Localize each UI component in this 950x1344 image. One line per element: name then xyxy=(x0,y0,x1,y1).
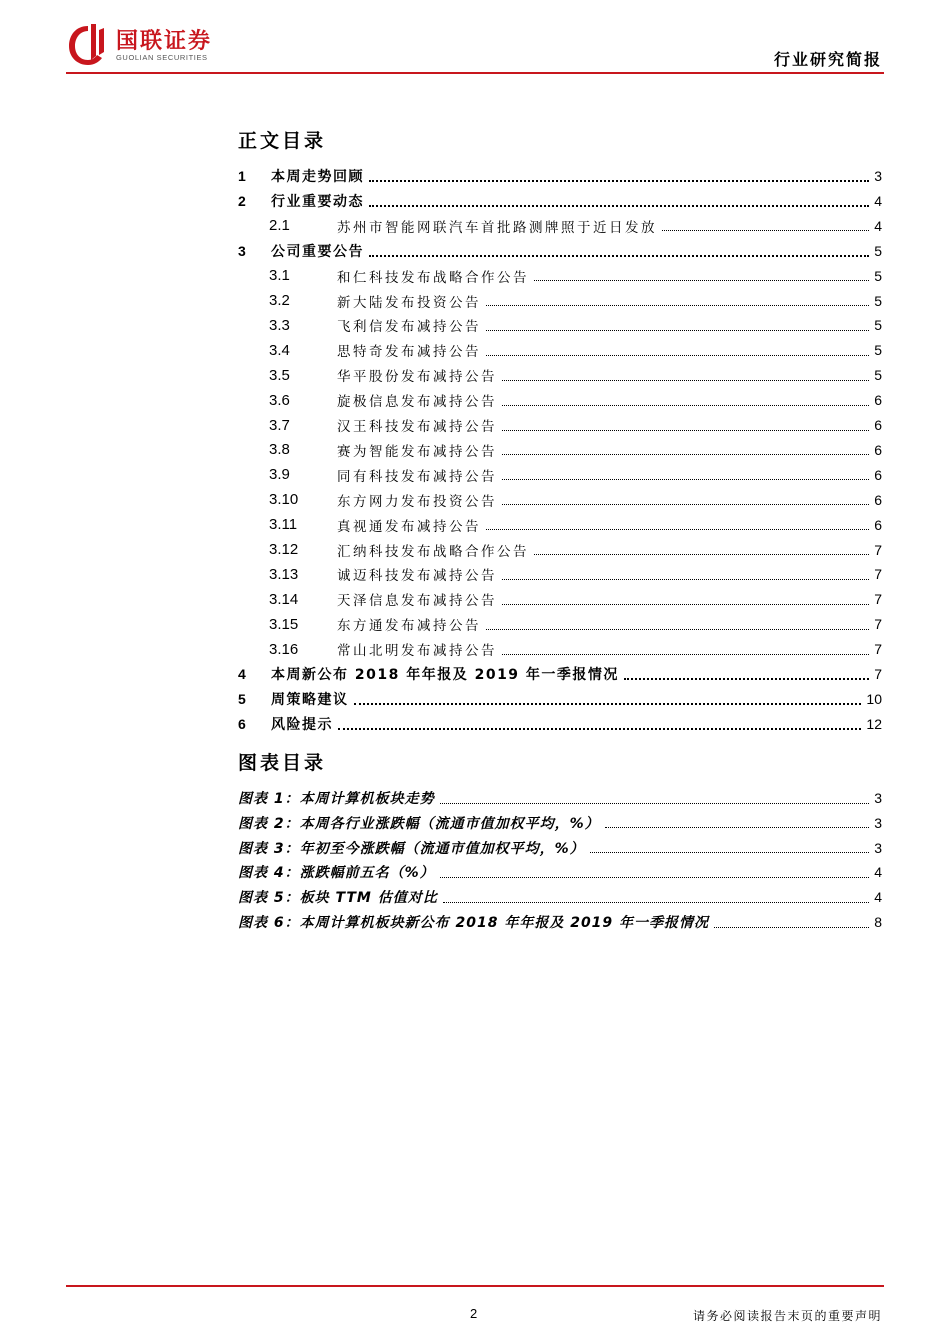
figure-leader-dots xyxy=(440,803,870,804)
toc-entry-page: 12 xyxy=(866,715,882,732)
toc-leader-dots xyxy=(486,355,869,356)
toc-entry[interactable] xyxy=(238,239,882,263)
toc-entry-number: 3 xyxy=(238,242,246,259)
toc-entry-title: 赛为智能发布减持公告 xyxy=(337,443,497,460)
toc-entry[interactable] xyxy=(238,413,882,437)
toc-entry-title: 汇纳科技发布战略合作公告 xyxy=(337,543,529,560)
toc-entry-title: 汉王科技发布减持公告 xyxy=(337,419,497,435)
toc-entry-number: 1 xyxy=(238,168,246,184)
toc-entry-title: 天泽信息发布减持公告 xyxy=(337,593,497,610)
toc-entry-page: 7 xyxy=(874,666,882,682)
toc-entry-number: 2.1 xyxy=(269,217,290,235)
toc-entry-title: 本周新公布 2018 年年报及 2019 年一季报情况 xyxy=(271,667,619,683)
toc-entry-number: 3.5 xyxy=(269,366,290,384)
toc-entry-page: 6 xyxy=(874,466,882,483)
toc-entry-number: 3.6 xyxy=(269,391,290,409)
toc-entry-number: 3.12 xyxy=(269,541,299,558)
toc-entry-title: 同有科技发布减持公告 xyxy=(337,468,497,485)
toc-entry-number: 3.1 xyxy=(269,267,290,285)
toc-entry[interactable] xyxy=(238,463,882,487)
toc-leader-dots xyxy=(502,479,869,480)
toc-entry[interactable] xyxy=(238,612,882,636)
toc-entry-page: 6 xyxy=(874,441,882,458)
toc-entry-title: 公司重要公告 xyxy=(271,243,364,260)
toc-entry-page: 6 xyxy=(874,417,882,433)
toc-leader-dots xyxy=(486,305,869,306)
toc-entry-title: 旋极信息发布减持公告 xyxy=(337,394,497,411)
toc-entry-number: 3.9 xyxy=(269,466,290,484)
figure-entry-page: 3 xyxy=(874,790,882,806)
toc-entry[interactable] xyxy=(238,687,882,711)
figure-entry[interactable] xyxy=(238,786,882,810)
toc-entry[interactable] xyxy=(238,438,882,462)
toc-entry-title: 飞利信发布减持公告 xyxy=(337,319,481,336)
toc-leader-dots xyxy=(486,330,869,331)
toc-leader-dots xyxy=(486,529,869,530)
toc-entry-page: 5 xyxy=(874,292,882,309)
figure-entry-page: 4 xyxy=(874,864,882,881)
toc-leader-dots xyxy=(624,678,869,680)
toc-entry-page: 5 xyxy=(874,367,882,384)
toc-entry-title: 思特奇发布减持公告 xyxy=(337,344,481,361)
toc-entry[interactable] xyxy=(238,488,882,512)
toc-entry[interactable] xyxy=(238,313,882,337)
figure-leader-dots xyxy=(605,827,870,828)
toc-entry-number: 3.2 xyxy=(269,292,290,309)
toc-entry-title: 行业重要动态 xyxy=(271,193,364,210)
toc-leader-dots xyxy=(502,604,869,605)
toc-leader-dots xyxy=(502,405,869,406)
figure-leader-dots xyxy=(440,877,870,878)
toc-entry-page: 6 xyxy=(874,491,882,508)
toc-entry[interactable] xyxy=(238,363,882,387)
toc-leader-dots xyxy=(502,430,869,431)
toc-entry-page: 6 xyxy=(874,516,882,533)
toc-entry[interactable] xyxy=(238,662,882,686)
toc-leader-dots xyxy=(486,629,869,630)
toc-entry[interactable] xyxy=(238,513,882,537)
toc-leader-dots xyxy=(502,654,869,655)
toc-entry-title: 风险提示 xyxy=(271,716,333,733)
figure-entry-title: 图表 4：涨跌幅前五名（%） xyxy=(238,865,435,882)
header-divider xyxy=(66,72,884,74)
toc-entry[interactable] xyxy=(238,189,882,213)
page-number: 2 xyxy=(470,1306,478,1321)
figure-entry-title: 图表 3：年初至今涨跌幅（流通市值加权平均，%） xyxy=(238,840,585,857)
toc-entry[interactable] xyxy=(238,587,882,611)
figure-entry-page: 4 xyxy=(874,889,882,906)
toc-leader-dots xyxy=(502,579,869,580)
toc-leader-dots xyxy=(354,703,862,705)
toc-entry-page: 5 xyxy=(874,342,882,359)
toc-entry-number: 3.11 xyxy=(269,516,298,534)
toc-entry-page: 5 xyxy=(874,242,882,259)
toc-title: 正文目录 xyxy=(238,130,327,152)
company-logo xyxy=(66,22,256,72)
toc-entry-page: 7 xyxy=(874,641,882,658)
toc-entry[interactable] xyxy=(238,637,882,661)
toc-entry[interactable] xyxy=(238,289,882,313)
figure-entry[interactable] xyxy=(238,860,882,884)
figure-entry[interactable] xyxy=(238,811,882,835)
toc-entry-number: 5 xyxy=(238,690,246,707)
toc-leader-dots xyxy=(369,255,869,257)
toc-entry-number: 3.3 xyxy=(269,316,290,334)
toc-entry-page: 7 xyxy=(874,616,882,633)
figure-list-title: 图表目录 xyxy=(238,752,327,774)
toc-entry-title: 诚迈科技发布减持公告 xyxy=(337,568,497,585)
toc-entry[interactable] xyxy=(238,388,882,412)
toc-entry-page: 10 xyxy=(866,690,882,707)
figure-entry-page: 3 xyxy=(874,839,882,856)
toc-entry[interactable] xyxy=(238,538,882,562)
toc-entry-page: 5 xyxy=(874,267,882,284)
toc-entry-page: 3 xyxy=(874,168,882,184)
toc-entry[interactable] xyxy=(238,164,882,188)
toc-entry-title: 常山北明发布减持公告 xyxy=(337,643,497,660)
toc-entry-page: 7 xyxy=(874,541,882,558)
footer-divider xyxy=(66,1285,884,1287)
figure-entry-page: 8 xyxy=(874,914,882,930)
figure-leader-dots xyxy=(714,927,869,928)
figure-leader-dots xyxy=(590,852,870,853)
toc-entry-title: 新大陆发布投资公告 xyxy=(337,294,481,311)
toc-entry[interactable] xyxy=(238,562,882,586)
toc-leader-dots xyxy=(369,205,869,207)
toc-leader-dots xyxy=(502,380,869,381)
page-header xyxy=(0,0,950,80)
toc-entry-number: 3.16 xyxy=(269,640,299,658)
toc-entry-number: 6 xyxy=(238,715,246,732)
toc-entry-number: 2 xyxy=(238,192,246,209)
toc-entry-page: 4 xyxy=(874,192,882,209)
figure-entry[interactable] xyxy=(238,885,882,909)
toc-entry[interactable] xyxy=(238,264,882,288)
toc-entry-number: 3.10 xyxy=(269,491,299,509)
toc-entry-page: 5 xyxy=(874,317,882,334)
toc-entry-number: 4 xyxy=(238,666,246,682)
figure-entry-title: 图表 2：本周各行业涨跌幅（流通市值加权平均，%） xyxy=(238,815,600,832)
toc-entry-number: 3.7 xyxy=(269,416,290,434)
figure-leader-dots xyxy=(443,902,869,903)
toc-entry[interactable] xyxy=(238,214,882,238)
toc-entry-number: 3.4 xyxy=(269,341,290,359)
toc-entry-title: 苏州市智能网联汽车首批路测牌照于近日发放 xyxy=(337,219,657,236)
toc-entry-number: 3.8 xyxy=(269,441,290,459)
figure-entry-title: 图表 6：本周计算机板块新公布 2018 年年报及 2019 年一季报情况 xyxy=(238,915,710,931)
toc-entry-number: 3.15 xyxy=(269,615,299,633)
figure-entry[interactable] xyxy=(238,836,882,860)
toc-leader-dots xyxy=(338,728,861,730)
toc-entry-number: 3.14 xyxy=(269,590,299,608)
logo-name: 国联证券 xyxy=(116,29,213,54)
figure-entry-page: 3 xyxy=(874,814,882,831)
toc-leader-dots xyxy=(662,230,869,231)
report-type: 行业研究简报 xyxy=(773,50,882,69)
figure-entry[interactable] xyxy=(238,910,882,934)
toc-entry-title: 东方网力发布投资公告 xyxy=(337,493,497,510)
toc-entry-page: 7 xyxy=(874,591,882,608)
figure-entry-title: 图表 1：本周计算机板块走势 xyxy=(238,791,435,807)
toc-leader-dots xyxy=(369,180,869,182)
toc-leader-dots xyxy=(534,554,869,555)
toc-entry-number: 3.13 xyxy=(269,565,299,583)
toc-entry-page: 6 xyxy=(874,392,882,409)
toc-entry[interactable] xyxy=(238,338,882,362)
logo-subtitle: GUOLIAN SECURITIES xyxy=(116,53,208,62)
guolian-logo-icon xyxy=(66,22,110,68)
toc-entry-title: 周策略建议 xyxy=(271,691,349,708)
toc-leader-dots xyxy=(502,504,869,505)
toc-entry[interactable] xyxy=(238,712,882,736)
toc-entry-page: 7 xyxy=(874,566,882,583)
figure-entry-title: 图表 5：板块 TTM 估值对比 xyxy=(238,890,438,907)
toc-entry-title: 东方通发布减持公告 xyxy=(337,618,481,635)
toc-entry-page: 4 xyxy=(874,217,882,234)
toc-leader-dots xyxy=(502,454,869,455)
toc-entry-title: 本周走势回顾 xyxy=(271,169,364,185)
toc-leader-dots xyxy=(534,280,869,281)
toc-entry-title: 真视通发布减持公告 xyxy=(337,518,481,535)
toc-entry-title: 华平股份发布减持公告 xyxy=(337,369,497,386)
toc-entry-title: 和仁科技发布战略合作公告 xyxy=(337,269,529,286)
disclaimer-note: 请务必阅读报告末页的重要声明 xyxy=(692,1309,882,1323)
